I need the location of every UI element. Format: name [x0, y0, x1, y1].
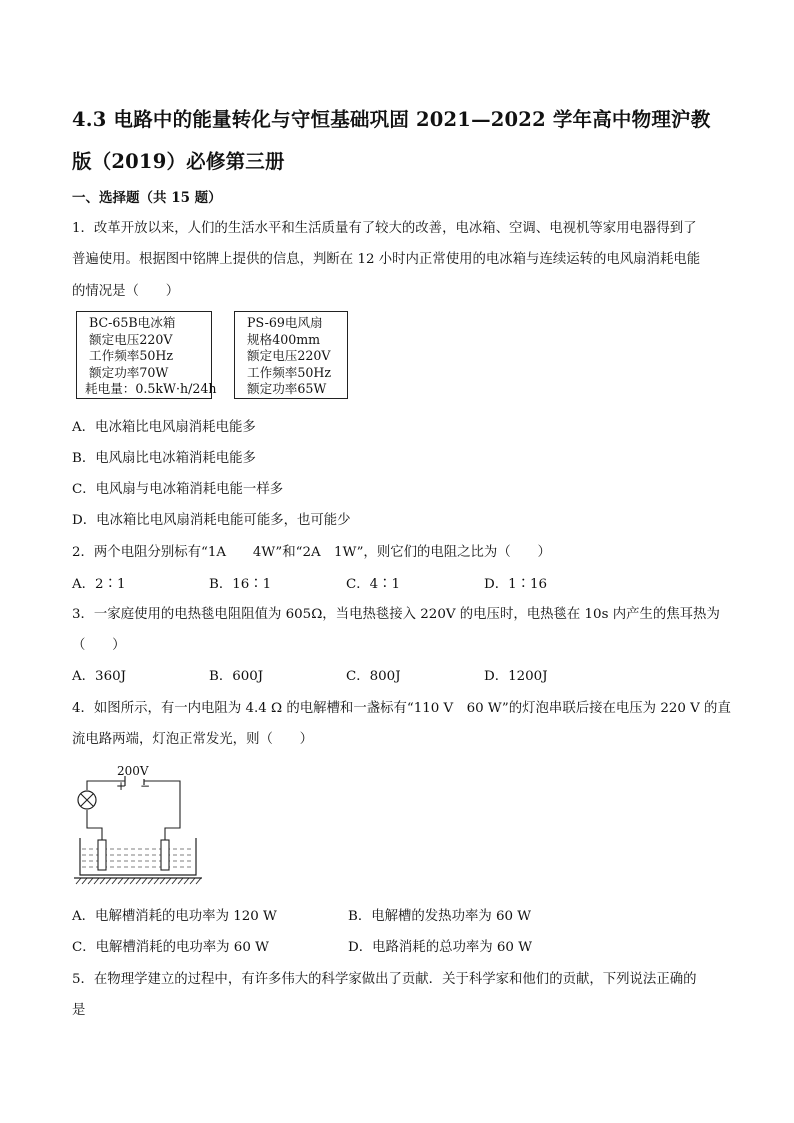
fan-plate-line: 额定功率65W	[247, 381, 327, 396]
fan-plate-line: 额定电压220V	[247, 348, 331, 363]
fan-plate-line: 工作频率50Hz	[247, 364, 332, 380]
q1-stem-line-3: 的情况是（ ）	[72, 284, 180, 299]
q2-option-c[interactable]: C．4∶1	[346, 577, 401, 592]
q3-option-a[interactable]: A．360J	[72, 669, 126, 684]
fridge-plate-line: 额定功率70W	[89, 364, 169, 380]
q4-stem-line-2: 流电路两端，灯泡正常发光，则（ ）	[72, 732, 314, 747]
q2-option-d[interactable]: D．1∶16	[484, 577, 548, 592]
q2-option-b[interactable]: B．16∶1	[209, 577, 272, 592]
q3-option-d[interactable]: D．1200J	[484, 669, 548, 684]
anode-electrode	[98, 840, 106, 870]
wire-left-down	[87, 810, 102, 840]
electrolysis-circuit-diagram	[70, 758, 210, 888]
q1-option-d[interactable]: D．电冰箱比电风扇消耗电能可能多，也可能少	[72, 513, 351, 528]
q2-option-a[interactable]: A．2∶1	[72, 577, 126, 592]
q3-option-c[interactable]: C．800J	[346, 669, 401, 684]
q4-stem-line-1: 4．如图所示，有一内电阻为 4.4 Ω 的电解槽和一盏标有“110 V 60 W”的灯泡串联后接在电压为 220 V 的直	[72, 701, 731, 716]
section-heading: 一、选择题（共 15 题）	[72, 190, 222, 206]
doc-title-line-2: 版（2019）必修第三册	[72, 150, 285, 173]
q1-stem-line-1: 1．改革开放以来，人们的生活水平和生活质量有了较大的改善，电冰箱、空调、电视机等家用电器得到了	[72, 221, 697, 236]
q4-option-c[interactable]: C．电解槽消耗的电功率为 60 W	[72, 940, 269, 955]
q1-option-c[interactable]: C．电风扇与电冰箱消耗电能一样多	[72, 482, 284, 497]
fan-plate-line: 规格400mm	[247, 331, 321, 347]
fan-nameplate	[234, 311, 348, 399]
fridge-plate-line: 耗电量：0.5kW·h/24h	[85, 381, 217, 396]
q3-option-b[interactable]: B．600J	[209, 669, 264, 684]
q4-option-a[interactable]: A．电解槽消耗的电功率为 120 W	[72, 909, 277, 924]
q1-stem-line-2: 普遍使用。根据图中铭牌上提供的信息，判断在 12 小时内正常使用的电冰箱与连续运转的电风扇消耗电能	[72, 252, 701, 267]
q3-stem-line-2: （ ）	[72, 638, 126, 653]
q4-option-d[interactable]: D．电路消耗的总功率为 60 W	[348, 940, 532, 955]
q4-option-b[interactable]: B．电解槽的发热功率为 60 W	[348, 909, 532, 924]
doc-title-line-1: 4.3 电路中的能量转化与守恒基础巩固 2021—2022 学年高中物理沪教	[72, 108, 711, 131]
q1-option-b[interactable]: B．电风扇比电冰箱消耗电能多	[72, 451, 256, 466]
fridge-nameplate	[76, 311, 217, 399]
q5-stem-line-2: 是	[72, 1003, 86, 1018]
cathode-electrode	[161, 840, 169, 870]
negative-terminal-label: −	[140, 779, 151, 793]
electrolysis-tank	[80, 838, 196, 875]
positive-terminal-label: +	[116, 779, 127, 793]
q1-option-a[interactable]: A．电冰箱比电风扇消耗电能多	[72, 420, 256, 435]
fan-plate-line: PS-69电风扇	[247, 315, 323, 330]
circuit-voltage-label: 200V	[117, 764, 149, 778]
fridge-plate-line: BC-65B电冰箱	[89, 315, 176, 330]
fridge-plate-line: 额定电压220V	[89, 331, 173, 347]
q5-stem-line-1: 5．在物理学建立的过程中，有许多伟大的科学家做出了贡献．关于科学家和他们的贡献，下列说法正确的	[72, 972, 697, 987]
ground-hatching	[76, 878, 201, 884]
q2-stem: 2．两个电阻分别标有“1A 4W”和“2A 1W”，则它们的电阻之比为（ ）	[72, 545, 551, 560]
fridge-plate-line: 工作频率50Hz	[89, 348, 174, 363]
q3-stem-line-1: 3．一家庭使用的电热毯电阻阻值为 605Ω，当电热毯接入 220V 的电压时，电热毯在 10s 内产生的焦耳热为	[72, 607, 720, 622]
